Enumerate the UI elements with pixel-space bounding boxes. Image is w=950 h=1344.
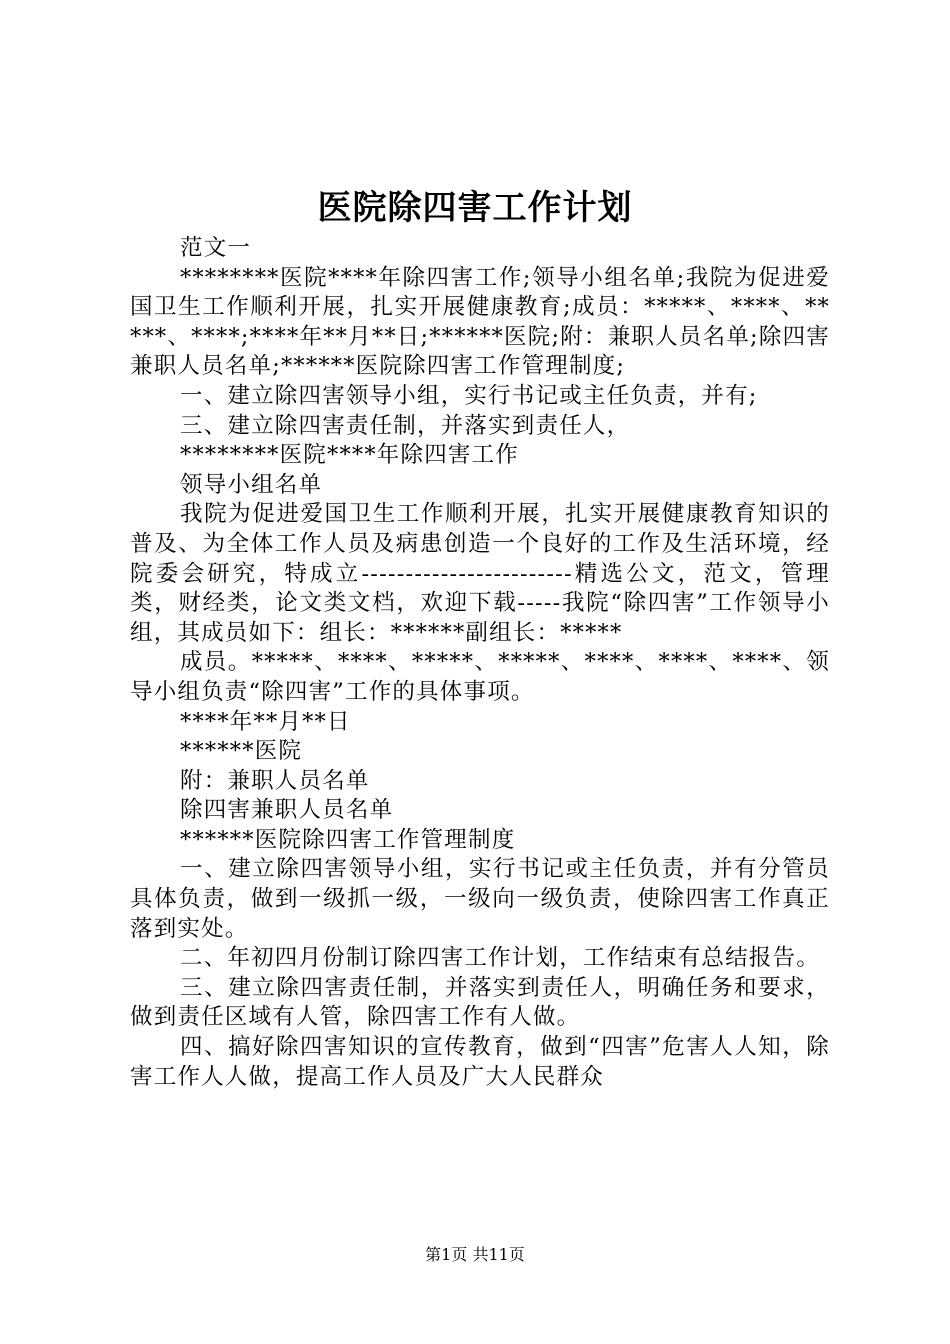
paragraph: 范文一 [180, 235, 252, 261]
paragraph: ******医院除四害工作管理制度 [180, 826, 516, 853]
paragraph: 一、建立除四害领导小组，实行书记或主任负责，并有分管员具体负责，做到一级抓一级，一级向一级负责，使除四害工作真正落到实处。 [130, 856, 830, 942]
paragraph: ******医院 [180, 738, 303, 765]
paragraph: ********医院****年除四害工作 [180, 442, 520, 469]
document-body [130, 234, 830, 1092]
paragraph: 除四害兼职人员名单 [180, 797, 394, 824]
paragraph: 三、建立除四害责任制，并落实到责任人，明确任务和要求，做到责任区域有人管，除四害工作有人做。 [130, 974, 830, 1031]
paragraph: ********医院****年除四害工作;领导小组名单;我院为促进爱国卫生工作顺利开展，扎实开展健康教育;成员：*****、****、*****、****;****年**月**日;******医院;附：兼职人员名单;除四害兼职人员名单;******医院除四害工作管理制度; [130, 264, 830, 380]
paragraph: ****年**月**日 [180, 708, 351, 735]
paragraph: 四、搞好除四害知识的宣传教育，做到“四害”危害人人知，除害工作人人做，提高工作人员及广大人民群众 [130, 1034, 830, 1090]
paragraph: 三、建立除四害责任制，并落实到责任人， [180, 412, 631, 439]
paragraph: 附：兼职人员名单 [180, 767, 370, 794]
paragraph: 二、年初四月份制订除四害工作计划，工作结束有总结报告。 [180, 945, 820, 972]
paragraph: 领导小组名单 [180, 471, 323, 498]
page-footer: 第1页 共11页 [425, 1245, 525, 1264]
paragraph: 一、建立除四害领导小组，实行书记或主任负责，并有; [180, 382, 758, 409]
paragraph: 成员。*****、****、*****、*****、****、****、****、领导小组负责“除四害”工作的具体事项。 [130, 649, 830, 705]
document-title: 医院除四害工作计划 [317, 188, 633, 228]
paragraph: 我院为促进爱国卫生工作顺利开展，扎实开展健康教育知识的普及、为全体工作人员及病患创造一个良好的工作及生活环境，经院委会研究，特成立------------------------精选公文，范文，管理类，财经类，论文类文档，欢迎下载-----我院“除四害”工作领导小组，其成员如下：组长：******副组长：***** [130, 501, 830, 646]
